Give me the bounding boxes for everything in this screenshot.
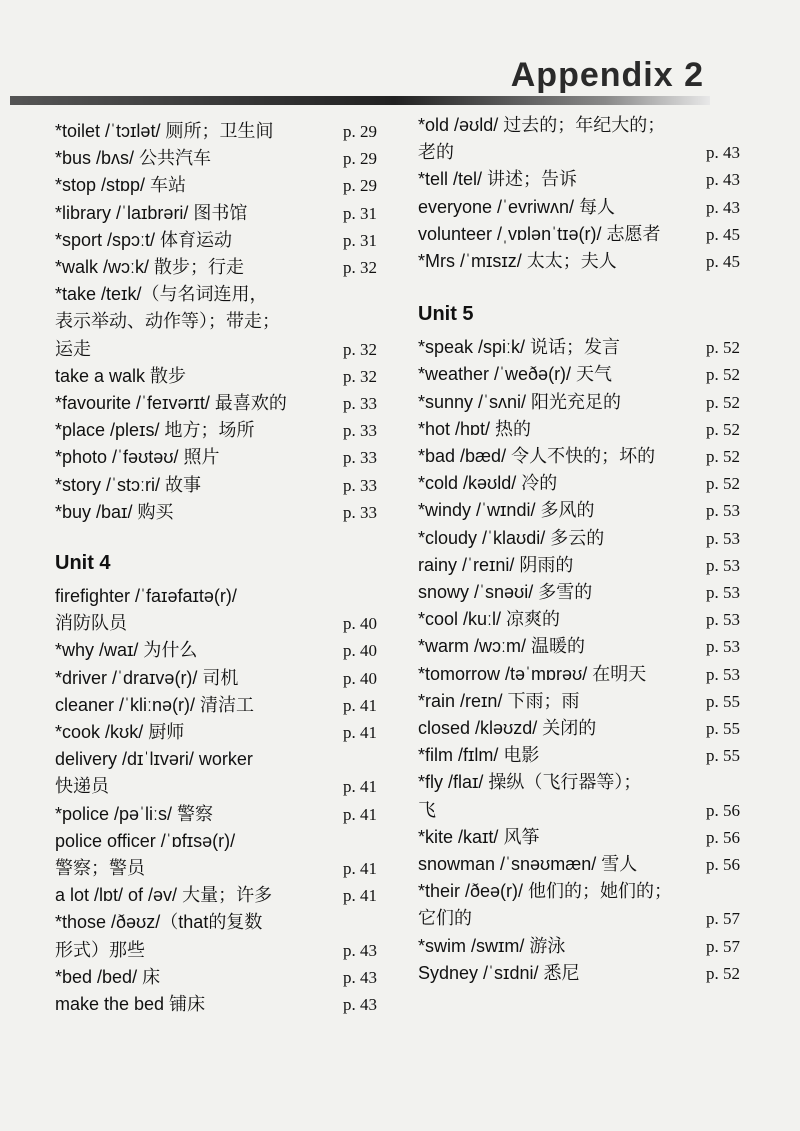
- vocab-line: *their /ðeə(r)/ 他们的；她们的；: [418, 881, 673, 902]
- vocab-entry: [418, 933, 740, 960]
- vocab-line: *tell /tel/ 讲述；告诉: [418, 169, 578, 190]
- vocab-line: *why /waɪ/ 为什么: [55, 640, 198, 661]
- vocab-line: *cook /kʊk/ 厨师: [55, 722, 185, 743]
- vocab-entry: [418, 443, 740, 470]
- vocab-entry: [418, 361, 740, 388]
- page-ref: p. 53: [706, 501, 740, 521]
- vocab-line: *sunny /ˈsʌni/ 阳光充足的: [418, 391, 622, 412]
- right-entry-list: [418, 112, 740, 275]
- vocab-entry: [55, 227, 377, 254]
- vocab-entry: [418, 552, 740, 579]
- page-ref: p. 43: [343, 995, 377, 1015]
- vocab-line: a lot /lɒt/ of /əv/ 大量；许多: [55, 885, 273, 906]
- vocab-line: 飞: [418, 799, 436, 820]
- vocab-line: *story /ˈstɔːri/ 故事: [55, 474, 202, 495]
- vocab-line: snowy /ˈsnəʊi/ 多雪的: [418, 582, 593, 603]
- vocab-line: *warm /wɔːm/ 温暖的: [418, 636, 586, 657]
- page-ref: p. 53: [706, 637, 740, 657]
- vocab-entry: [55, 882, 377, 909]
- unit-4-entry-list: [55, 583, 377, 1018]
- page-ref: p. 29: [343, 176, 377, 196]
- unit-5-heading: Unit 5: [418, 303, 474, 326]
- vocab-entry: [55, 200, 377, 227]
- vocab-line: 快递员: [55, 776, 109, 797]
- page-ref: p. 41: [343, 695, 377, 715]
- page-ref: p. 32: [343, 366, 377, 386]
- vocab-entry: [418, 221, 740, 248]
- vocab-line: snowman /ˈsnəʊmæn/ 雪人: [418, 854, 638, 875]
- unit-spacer: [418, 275, 740, 301]
- page-ref: p. 33: [343, 475, 377, 495]
- vocab-line: *stop /stɒp/ 车站: [55, 175, 187, 196]
- vocab-line: *place /pleɪs/ 地方；场所: [55, 420, 255, 441]
- page-ref: p. 33: [343, 502, 377, 522]
- page-ref: p. 43: [343, 940, 377, 960]
- vocab-line: Sydney /ˈsɪdni/ 悉尼: [418, 962, 580, 983]
- vocab-entry: [55, 909, 377, 963]
- page-ref: p. 43: [706, 170, 740, 190]
- page-ref: p. 33: [343, 421, 377, 441]
- unit-5-entry-list: [418, 334, 740, 987]
- vocab-line: 它们的: [418, 908, 472, 929]
- vocab-line: *driver /ˈdraɪvə(r)/ 司机: [55, 667, 239, 688]
- vocab-line: *tomorrow /təˈmɒrəʊ/ 在明天: [418, 663, 647, 684]
- page-ref: p. 52: [706, 447, 740, 467]
- vocab-line: 消防队员: [55, 613, 127, 634]
- vocab-line: *bad /bæd/ 令人不快的；坏的: [418, 446, 656, 467]
- page-ref: p. 41: [343, 804, 377, 824]
- vocab-line: *hot /hɒt/ 热的: [418, 418, 532, 439]
- page-ref: p. 57: [706, 936, 740, 956]
- vocab-line: *speak /spiːk/ 说话；发言: [418, 337, 621, 358]
- vocab-line: *favourite /ˈfeɪvərɪt/ 最喜欢的: [55, 393, 287, 414]
- page-ref: p. 32: [343, 258, 377, 278]
- vocab-entry: [418, 633, 740, 660]
- page-ref: p. 29: [343, 149, 377, 169]
- vocab-line: *cool /kuːl/ 凉爽的: [418, 609, 561, 630]
- vocab-line: *take /teɪk/（与名词连用，: [55, 284, 268, 305]
- page-ref: p. 55: [706, 719, 740, 739]
- vocab-line: *photo /ˈfəʊtəʊ/ 照片: [55, 447, 220, 468]
- unit-4-heading: Unit 4: [55, 552, 111, 575]
- vocab-line: *old /əʊld/ 过去的；年纪大的；: [418, 115, 666, 135]
- page-ref: p. 45: [706, 252, 740, 272]
- vocab-line: delivery /dɪˈlɪvəri/ worker: [55, 749, 253, 770]
- page-ref: p. 33: [343, 394, 377, 414]
- page-ref: p. 52: [706, 474, 740, 494]
- vocab-entry: [55, 665, 377, 692]
- vocab-entry: [418, 416, 740, 443]
- vocab-entry: [418, 497, 740, 524]
- vocab-line: *film /fɪlm/ 电影: [418, 745, 540, 766]
- vocab-line: *buy /baɪ/ 购买: [55, 501, 174, 522]
- vocab-entry: [55, 472, 377, 499]
- vocab-entry: [55, 692, 377, 719]
- vocab-entry: [418, 166, 740, 193]
- vocab-entry: [55, 719, 377, 746]
- vocab-entry: [55, 828, 377, 882]
- vocab-entry: [418, 851, 740, 878]
- vocab-entry: [55, 118, 377, 145]
- page-ref: p. 52: [706, 365, 740, 385]
- vocab-line: *rain /reɪn/ 下雨；雨: [418, 690, 580, 711]
- vocab-entry: [418, 715, 740, 742]
- vocab-entry: [418, 742, 740, 769]
- vocab-entry: [418, 606, 740, 633]
- vocab-entry: [55, 363, 377, 390]
- page-ref: p. 56: [706, 827, 740, 847]
- page-ref: p. 40: [343, 641, 377, 661]
- vocab-entry: [55, 637, 377, 664]
- vocab-line: cleaner /ˈkliːnə(r)/ 清洁工: [55, 694, 255, 715]
- appendix-title: Appendix 2: [510, 56, 704, 94]
- page-ref: p. 53: [706, 664, 740, 684]
- vocab-entry: [418, 248, 740, 275]
- vocab-entry: [55, 390, 377, 417]
- page-ref: p. 52: [706, 392, 740, 412]
- page-ref: p. 41: [343, 777, 377, 797]
- vocab-entry: [55, 964, 377, 991]
- header-rule: [10, 96, 710, 105]
- vocab-line: *swim /swɪm/ 游泳: [418, 935, 566, 956]
- vocab-line: *sport /spɔːt/ 体育运动: [55, 229, 233, 250]
- vocab-line: 形式）那些: [55, 939, 145, 960]
- vocab-line: *police /pəˈliːs/ 警察: [55, 803, 214, 824]
- unit-spacer: [55, 526, 377, 550]
- page-ref: p. 40: [343, 668, 377, 688]
- page-ref: p. 55: [706, 746, 740, 766]
- vocab-entry: [55, 499, 377, 526]
- vocab-line: *cloudy /ˈklaʊdi/ 多云的: [418, 527, 605, 548]
- vocab-line: *kite /kaɪt/ 风筝: [418, 826, 540, 847]
- right-column: [418, 112, 740, 987]
- vocab-line: 表示举动、动作等）；带走；: [55, 311, 280, 332]
- page-ref: p. 52: [706, 338, 740, 358]
- left-entry-list: [55, 118, 377, 526]
- vocab-entry: [418, 960, 740, 987]
- vocab-line: *bed /bed/ 床: [55, 966, 161, 987]
- vocab-line: police officer /ˈɒfɪsə(r)/: [55, 830, 236, 851]
- vocab-entry: [418, 525, 740, 552]
- page-ref: p. 43: [706, 197, 740, 217]
- page-ref: p. 53: [706, 610, 740, 630]
- page-ref: p. 45: [706, 224, 740, 244]
- vocab-line: *fly /flaɪ/ 操纵（飞行器等）；: [418, 772, 642, 793]
- vocab-line: firefighter /ˈfaɪəfaɪtə(r)/: [55, 586, 237, 607]
- vocab-line: *cold /kəʊld/ 冷的: [418, 473, 558, 494]
- vocab-line: everyone /ˈevriwʌn/ 每人: [418, 196, 616, 217]
- vocab-line: closed /kləʊzd/ 关闭的: [418, 718, 597, 739]
- vocab-line: *windy /ˈwɪndi/ 多风的: [418, 500, 595, 521]
- page-ref: p. 31: [343, 230, 377, 250]
- vocab-line: 老的: [418, 142, 454, 163]
- vocab-entry: [418, 470, 740, 497]
- page-ref: p. 57: [706, 909, 740, 929]
- page-ref: p. 52: [706, 963, 740, 983]
- vocab-entry: [418, 334, 740, 361]
- vocab-entry: [418, 112, 740, 166]
- vocab-entry: [55, 991, 377, 1018]
- page-ref: p. 41: [343, 886, 377, 906]
- vocab-entry: [418, 661, 740, 688]
- vocab-line: *Mrs /ˈmɪsɪz/ 太太；夫人: [418, 251, 617, 272]
- vocab-line: *toilet /ˈtɔɪlət/ 厕所；卫生间: [55, 121, 274, 141]
- vocab-entry: [55, 281, 377, 363]
- vocab-line: volunteer /ˌvɒlənˈtɪə(r)/ 志愿者: [418, 223, 661, 244]
- vocab-line: *library /ˈlaɪbrəri/ 图书馆: [55, 202, 248, 223]
- vocab-line: *weather /ˈweðə(r)/ 天气: [418, 364, 613, 385]
- page-ref: p. 56: [706, 855, 740, 875]
- vocab-line: *bus /bʌs/ 公共汽车: [55, 148, 212, 169]
- vocab-line: *walk /wɔːk/ 散步；行走: [55, 257, 245, 278]
- page-ref: p. 55: [706, 691, 740, 711]
- vocab-entry: [55, 417, 377, 444]
- page-ref: p. 53: [706, 528, 740, 548]
- page-ref: p. 40: [343, 614, 377, 634]
- vocab-entry: [55, 746, 377, 800]
- page-ref: p. 29: [343, 122, 377, 141]
- vocab-entry: [55, 145, 377, 172]
- vocab-entry: [418, 389, 740, 416]
- vocab-entry: [418, 769, 740, 823]
- page-ref: p. 53: [706, 583, 740, 603]
- vocab-entry: [418, 579, 740, 606]
- vocab-line: 运走: [55, 338, 91, 359]
- vocab-entry: [418, 878, 740, 932]
- vocab-line: take a walk 散步: [55, 365, 187, 386]
- vocab-entry: [418, 194, 740, 221]
- vocab-entry: [55, 583, 377, 637]
- page-ref: p. 56: [706, 800, 740, 820]
- page-ref: p. 53: [706, 555, 740, 575]
- vocab-entry: [418, 688, 740, 715]
- page-ref: p. 43: [343, 967, 377, 987]
- vocab-entry: [55, 801, 377, 828]
- vocab-line: 警察；警员: [55, 858, 145, 879]
- vocab-entry: [55, 444, 377, 471]
- vocab-line: rainy /ˈreɪni/ 阴雨的: [418, 554, 574, 575]
- vocab-line: make the bed 铺床: [55, 994, 206, 1015]
- page-ref: p. 43: [706, 143, 740, 163]
- page-ref: p. 41: [343, 723, 377, 743]
- page-ref: p. 32: [343, 339, 377, 359]
- vocab-entry: [418, 824, 740, 851]
- page-ref: p. 41: [343, 859, 377, 879]
- page-ref: p. 52: [706, 419, 740, 439]
- vocab-line: *those /ðəʊz/（that的复数: [55, 912, 263, 933]
- left-column: [55, 118, 377, 1018]
- vocab-entry: [55, 254, 377, 281]
- vocab-entry: [55, 172, 377, 199]
- page-ref: p. 31: [343, 203, 377, 223]
- page-ref: p. 33: [343, 448, 377, 468]
